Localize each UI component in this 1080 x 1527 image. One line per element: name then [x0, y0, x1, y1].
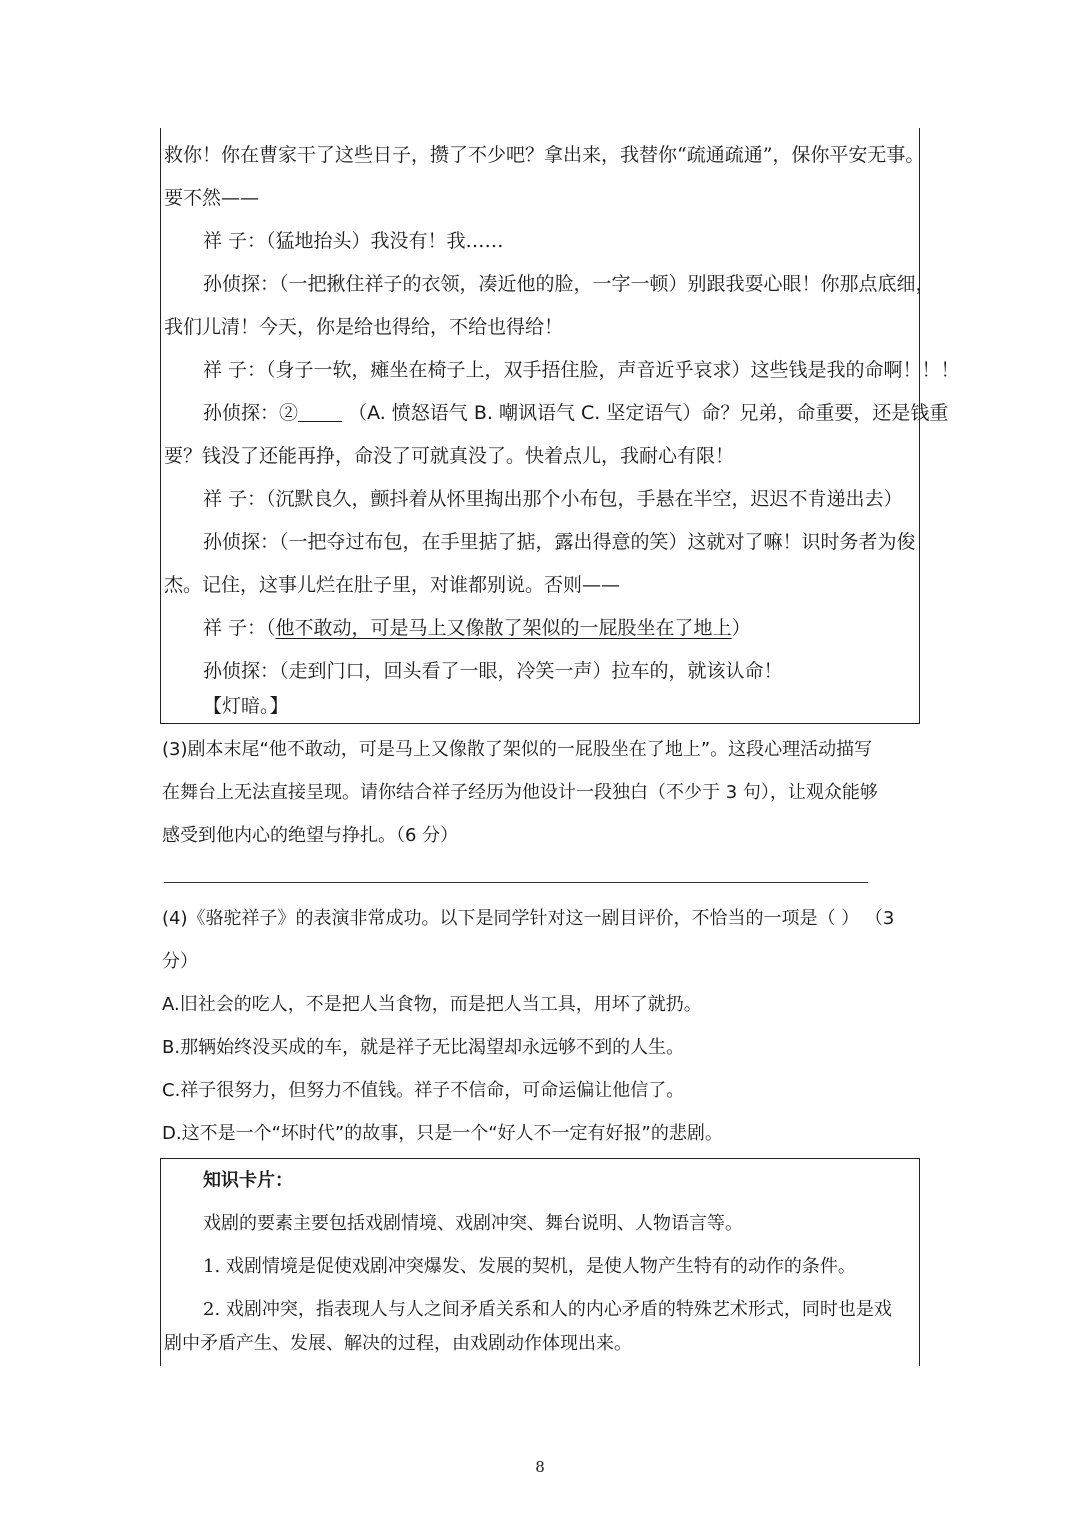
q4-line-1: (4)《骆驼祥子》的表演非常成功。以下是同学针对这一剧目评价，不恰当的一项是（ ） （3 — [162, 908, 895, 929]
script-line-7 — [203, 392, 948, 435]
tone-options: （A. 愤怒语气 B. 嘲讽语气 C. 坚定语气）命？兄弟，命重要，还是钱重 — [348, 402, 949, 424]
card-line-4: 剧中矛盾产生、发展、解决的过程，由戏剧动作体现出来。 — [164, 1333, 632, 1354]
stage-open-paren: 祥 子：（ — [203, 617, 276, 639]
script-line-3: 祥 子：（猛地抬头）我没有！我…… — [203, 230, 504, 252]
script-line-10: 孙侦探：（一把夺过布包，在手里掂了掂，露出得意的笑）这就对了嘛！识时务者为俊 — [203, 531, 916, 553]
q3-line-3: 感受到他内心的绝望与挣扎。（6 分） — [162, 825, 459, 846]
script-line-5: 我们儿清！今天，你是给也得给，不给也得给！ — [164, 316, 564, 338]
page-number: 8 — [535, 1458, 545, 1476]
script-line-11: 杰。记住，这事儿烂在肚子里，对谁都别说。否则—— — [164, 574, 621, 596]
q4-option-b[interactable]: B.那辆始终没买成的车，就是祥子无比渴望却永远够不到的人生。 — [162, 1037, 685, 1058]
q4-option-d[interactable]: D.这不是一个“坏时代”的故事，只是一个“好人不一定有好报”的悲剧。 — [162, 1123, 723, 1144]
script-line-12 — [203, 607, 751, 650]
script-line-4: 孙侦探：（一把揪住祥子的衣领，凑近他的脸，一字一顿）别跟我耍心眼！你那点底细， — [203, 273, 935, 295]
card-line-1: 戏剧的要素主要包括戏剧情境、戏剧冲突、舞台说明、人物语言等。 — [203, 1213, 743, 1234]
fill-blank-2[interactable] — [298, 402, 342, 422]
script-line-1: 救你！你在曹家干了这些日子，攒了不少吧？拿出来，我替你“疏通疏通”，保你平安无事。 — [164, 144, 925, 166]
card-line-2: 1. 戏剧情境是促使戏剧冲突爆发、发展的契机，是使人物产生特有的动作的条件。 — [203, 1256, 856, 1277]
q4-line-2: 分） — [162, 951, 198, 972]
script-line-9: 祥 子：（沉默良久，颤抖着从怀里掏出那个小布包，手悬在半空，迟迟不肯递出去） — [203, 488, 903, 510]
script-line-8: 要？钱没了还能再挣，命没了可就真没了。快着点儿，我耐心有限！ — [164, 445, 735, 467]
q3-line-1: (3)剧本末尾“他不敢动，可是马上又像散了架似的一屁股坐在了地上”。这段心理活动描写 — [162, 739, 873, 760]
script-line-13: 孙侦探：（走到门口，回头看了一眼，冷笑一声）拉车的，就该认命！ — [203, 660, 783, 682]
knowledge-card-title: 知识卡片： — [203, 1170, 293, 1191]
underlined-stage-direction: 他不敢动，可是马上又像散了架似的一屁股坐在了地上 — [275, 617, 732, 639]
speaker-label: 孙侦探：② — [203, 402, 299, 424]
q3-line-2: 在舞台上无法直接呈现。请你结合祥子经历为他设计一段独白（不少于 3 句），让观众能够 — [162, 782, 878, 803]
script-line-2: 要不然—— — [164, 187, 260, 209]
q3-answer-line[interactable] — [164, 882, 868, 883]
q4-option-a[interactable]: A.旧社会的吃人，不是把人当食物，而是把人当工具，用坏了就扔。 — [162, 994, 702, 1015]
stage-close-paren: ） — [731, 617, 751, 639]
script-line-6: 祥 子：（身子一软，瘫坐在椅子上，双手捂住脸，声音近乎哀求）这些钱是我的命啊！！！ — [203, 359, 960, 381]
q4-option-c[interactable]: C.祥子很努力，但努力不值钱。祥子不信命，可命运偏让他信了。 — [162, 1080, 685, 1101]
script-line-14: 【灯暗。】 — [203, 695, 289, 717]
card-line-3: 2. 戏剧冲突，指表现人与人之间矛盾关系和人的内心矛盾的特殊艺术形式，同时也是戏 — [203, 1299, 892, 1320]
